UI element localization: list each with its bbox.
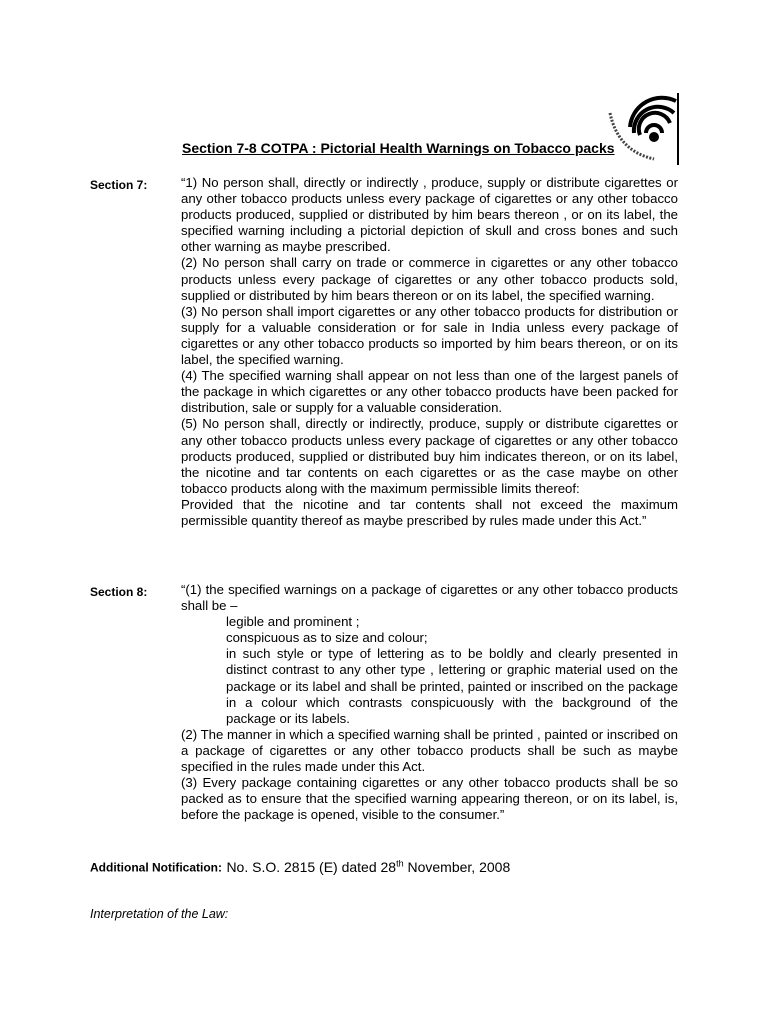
section-8-item-conspicuous: conspicuous as to size and colour; bbox=[226, 630, 428, 646]
section-7-clause-3: (3) No person shall import cigarettes or any other tobacco products for distribution or supply for a valuable consideration or for sale in India unless every package of cigarettes or any other tobacco products so imported by him bears thereon, or on its label, the specified warning. bbox=[181, 303, 678, 368]
notification-text: No. S.O. 2815 (E) dated 28 bbox=[226, 858, 397, 875]
section-7-body bbox=[181, 175, 678, 529]
additional-notification-value bbox=[226, 859, 510, 875]
section-8-clause-2: (2) The manner in which a specified warning shall be printed , painted or inscribed on a package of cigarettes or any other tobacco products shall be such as maybe specified in the rules made under this Act. bbox=[181, 726, 678, 775]
section-7-label: Section 7: bbox=[90, 178, 148, 192]
date-suffix: th bbox=[396, 858, 404, 868]
section-7-proviso: Provided that the nicotine and tar contents shall not exceed the maximum permissible quantity thereof as maybe prescribed by rules made under this Act.” bbox=[181, 496, 678, 528]
section-8-item-legible: legible and prominent ; bbox=[226, 614, 360, 630]
notification-date: November, 2008 bbox=[403, 858, 511, 875]
section-8-clause-3: (3) Every package containing cigarettes or any other tobacco products shall be so packed as to ensure that the specified warning appearing thereon, or on its label, is, before the package is opened, visible to the consumer.” bbox=[181, 775, 678, 823]
additional-notification bbox=[90, 858, 510, 877]
section-7-clause-1: “1) No person shall, directly or indirectly , produce, supply or distribute cigarettes or any other tobacco products unless every package of cigarettes or any other tobacco products produced, supplied or distributed by him bears thereon , or on its label, the specified warning including a pictorial depiction of skull and cross bones and such other warning as maybe prescribed. bbox=[181, 175, 678, 255]
interpretation-heading: Interpretation of the Law: bbox=[90, 907, 229, 921]
section-7-clause-2: (2) No person shall carry on trade or commerce in cigarettes or any other tobacco products unless every package of cigarettes or any other tobacco products sold, supplied or distributed by him bears thereon or on its label, the specified warning. bbox=[181, 255, 678, 303]
section-8-label: Section 8: bbox=[90, 585, 148, 599]
section-7-clause-5: (5) No person shall, directly or indirectly, produce, supply or distribute cigarettes or any other tobacco products unless every package of cigarettes or any other tobacco products produced, supplied or distributed buy him indicates thereon, or on its label, the nicotine and tar contents on each cigarettes or as the case maybe on other tobacco products along with the maximum permissible limits thereof: bbox=[181, 416, 678, 496]
section-7-clause-4: (4) The specified warning shall appear on not less than one of the largest panels of the package in which cigarettes or any other tobacco products have been packed for distribution, sale or supply for a valuable consideration. bbox=[181, 368, 678, 416]
additional-notification-label: Additional Notification: bbox=[90, 860, 222, 875]
section-8-body bbox=[181, 582, 678, 823]
section-8-item-style: in such style or type of lettering as to be boldly and clearly presented in distinct contrast to any other type , lettering or graphic material used on the package or its label and shall be printed, painted or inscribed on the package in a colour which contrasts conspicuously with the background of the package or its labels. bbox=[226, 646, 678, 726]
section-8-clause-1: “(1) the specified warnings on a package of cigarettes or any other tobacco products shall be – bbox=[181, 582, 678, 614]
page-title: Section 7-8 COTPA : Pictorial Health Warnings on Tobacco packs bbox=[182, 140, 615, 156]
